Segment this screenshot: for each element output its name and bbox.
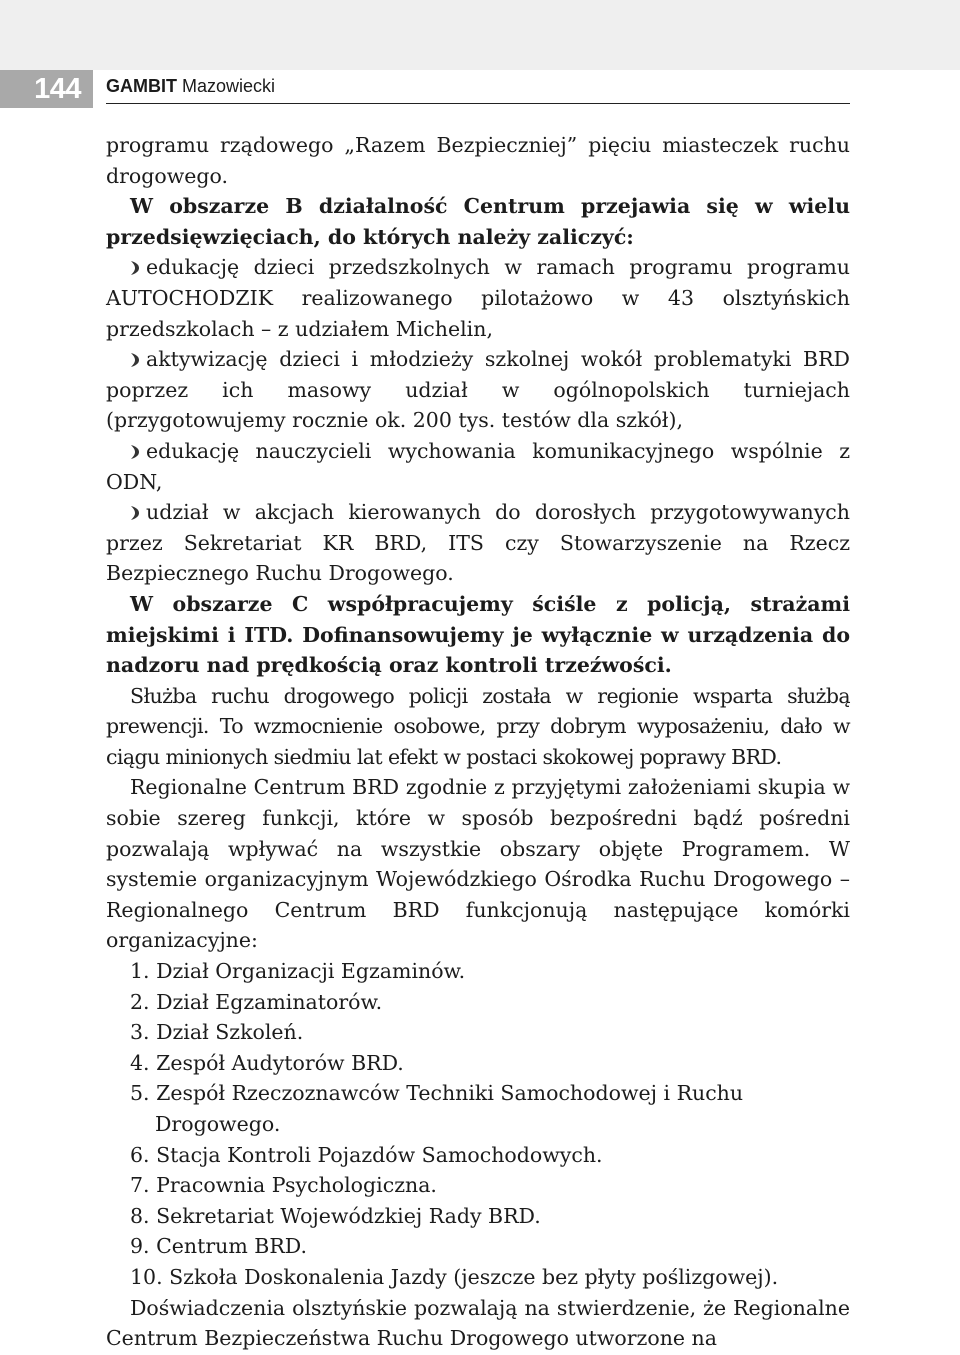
bullet-text: aktywizację dzieci i młodzieży szkolnej wokół problematyki BRD poprzez ich masowy udział w ogólnopolskich turniejach (przygotowujemy rocznie ok. 200 tys. testów dla szkół),	[106, 347, 850, 433]
list-item: 8. Sekretariat Wojewódzkiej Rady BRD.	[130, 1203, 541, 1228]
list-item: 1. Dział Organizacji Egzaminów.	[130, 959, 466, 984]
bullet-item	[106, 252, 850, 344]
bullet-arrow-icon	[130, 445, 140, 459]
header-region: Mazowiecki	[182, 76, 276, 96]
list-item: 6. Stacja Kontroli Pojazdów Samochodowych.	[130, 1142, 603, 1167]
list-item: 5. Zespół Rzeczoznawców Techniki Samochodowej i Ruchu Drogowego.	[130, 1081, 744, 1136]
bullet-arrow-icon	[130, 261, 140, 275]
bullet-item	[106, 436, 850, 497]
paragraph-area-c: W obszarze C współpracujemy ściśle z policją, strażami miejskimi i ITD. Dofinansowujemy je wyłącznie w urządzenia do nadzoru nad prędkością oraz kontroli trzeźwości.	[106, 591, 850, 678]
running-header	[106, 74, 275, 98]
bullet-item	[106, 344, 850, 436]
header-rule	[106, 103, 850, 104]
paragraph-centre-functions: Regionalne Centrum BRD zgodnie z przyjętymi założeniami skupia w sobie szereg funkcji, które w sposób bezpośredni bądź pośredni pozwalają wpływać na wszystkie obszary objęte Programem. W systemie organizacyjnym Wojewódzkiego Ośrodka Ruchu Drogowego – Regionalnego Centrum BRD funkcjonują następujące komórki organizacyjne:	[106, 775, 850, 953]
page-number: 144	[0, 70, 93, 108]
header-brand: GAMBIT	[106, 76, 177, 96]
list-item: 4. Zespół Audytorów BRD.	[130, 1050, 404, 1075]
bullet-arrow-icon	[130, 353, 140, 367]
bullet-text: udział w akcjach kierowanych do dorosłych przygotowywanych przez Sekretariat KR BRD, ITS czy Stowarzyszenie na Rzecz Bezpiecznego Ruchu Drogowego.	[106, 500, 850, 586]
bullet-text: edukację nauczycieli wychowania komunikacyjnego wspólnie z ODN,	[106, 438, 850, 494]
paragraph-conclusion: Doświadczenia olsztyńskie pozwalają na stwierdzenie, że Regionalne Centrum Bezpieczeństwa Ruchu Drogowego utworzone na	[106, 1295, 850, 1351]
organizational-units-list	[106, 956, 850, 1293]
paragraph-intro: programu rządowego „Razem Bezpieczniej” pięciu miasteczek ruchu drogowego.	[106, 133, 850, 188]
list-item: 9. Centrum BRD.	[130, 1234, 308, 1259]
list-item: 7. Pracownia Psychologiczna.	[130, 1173, 437, 1198]
bullet-item	[106, 497, 850, 589]
page-body	[106, 130, 850, 1354]
page-top-band	[0, 0, 960, 70]
bullet-arrow-icon	[130, 506, 140, 520]
list-item: 3. Dział Szkoleń.	[130, 1020, 304, 1045]
bullet-text: edukację dzieci przedszkolnych w ramach programu programu AUTOCHODZIK realizowanego pilotażowo w 43 olsztyńskich przedszkolach – z udziałem Michelin,	[106, 255, 850, 341]
list-item: 10. Szkoła Doskonalenia Jazdy (jeszcze bez płyty poślizgowej).	[130, 1264, 779, 1289]
list-item: 2. Dział Egzaminatorów.	[130, 989, 383, 1014]
paragraph-area-b: W obszarze B działalność Centrum przejawia się w wielu przedsięwzięciach, do których należy zaliczyć:	[106, 194, 850, 249]
paragraph-police: Służba ruchu drogowego policji została w regionie wsparta służbą prewencji. To wzmocnienie osobowe, przy dobrym wyposażeniu, dało w ciągu minionych siedmiu lat efekt w postaci skokowej poprawy BRD.	[106, 683, 850, 769]
